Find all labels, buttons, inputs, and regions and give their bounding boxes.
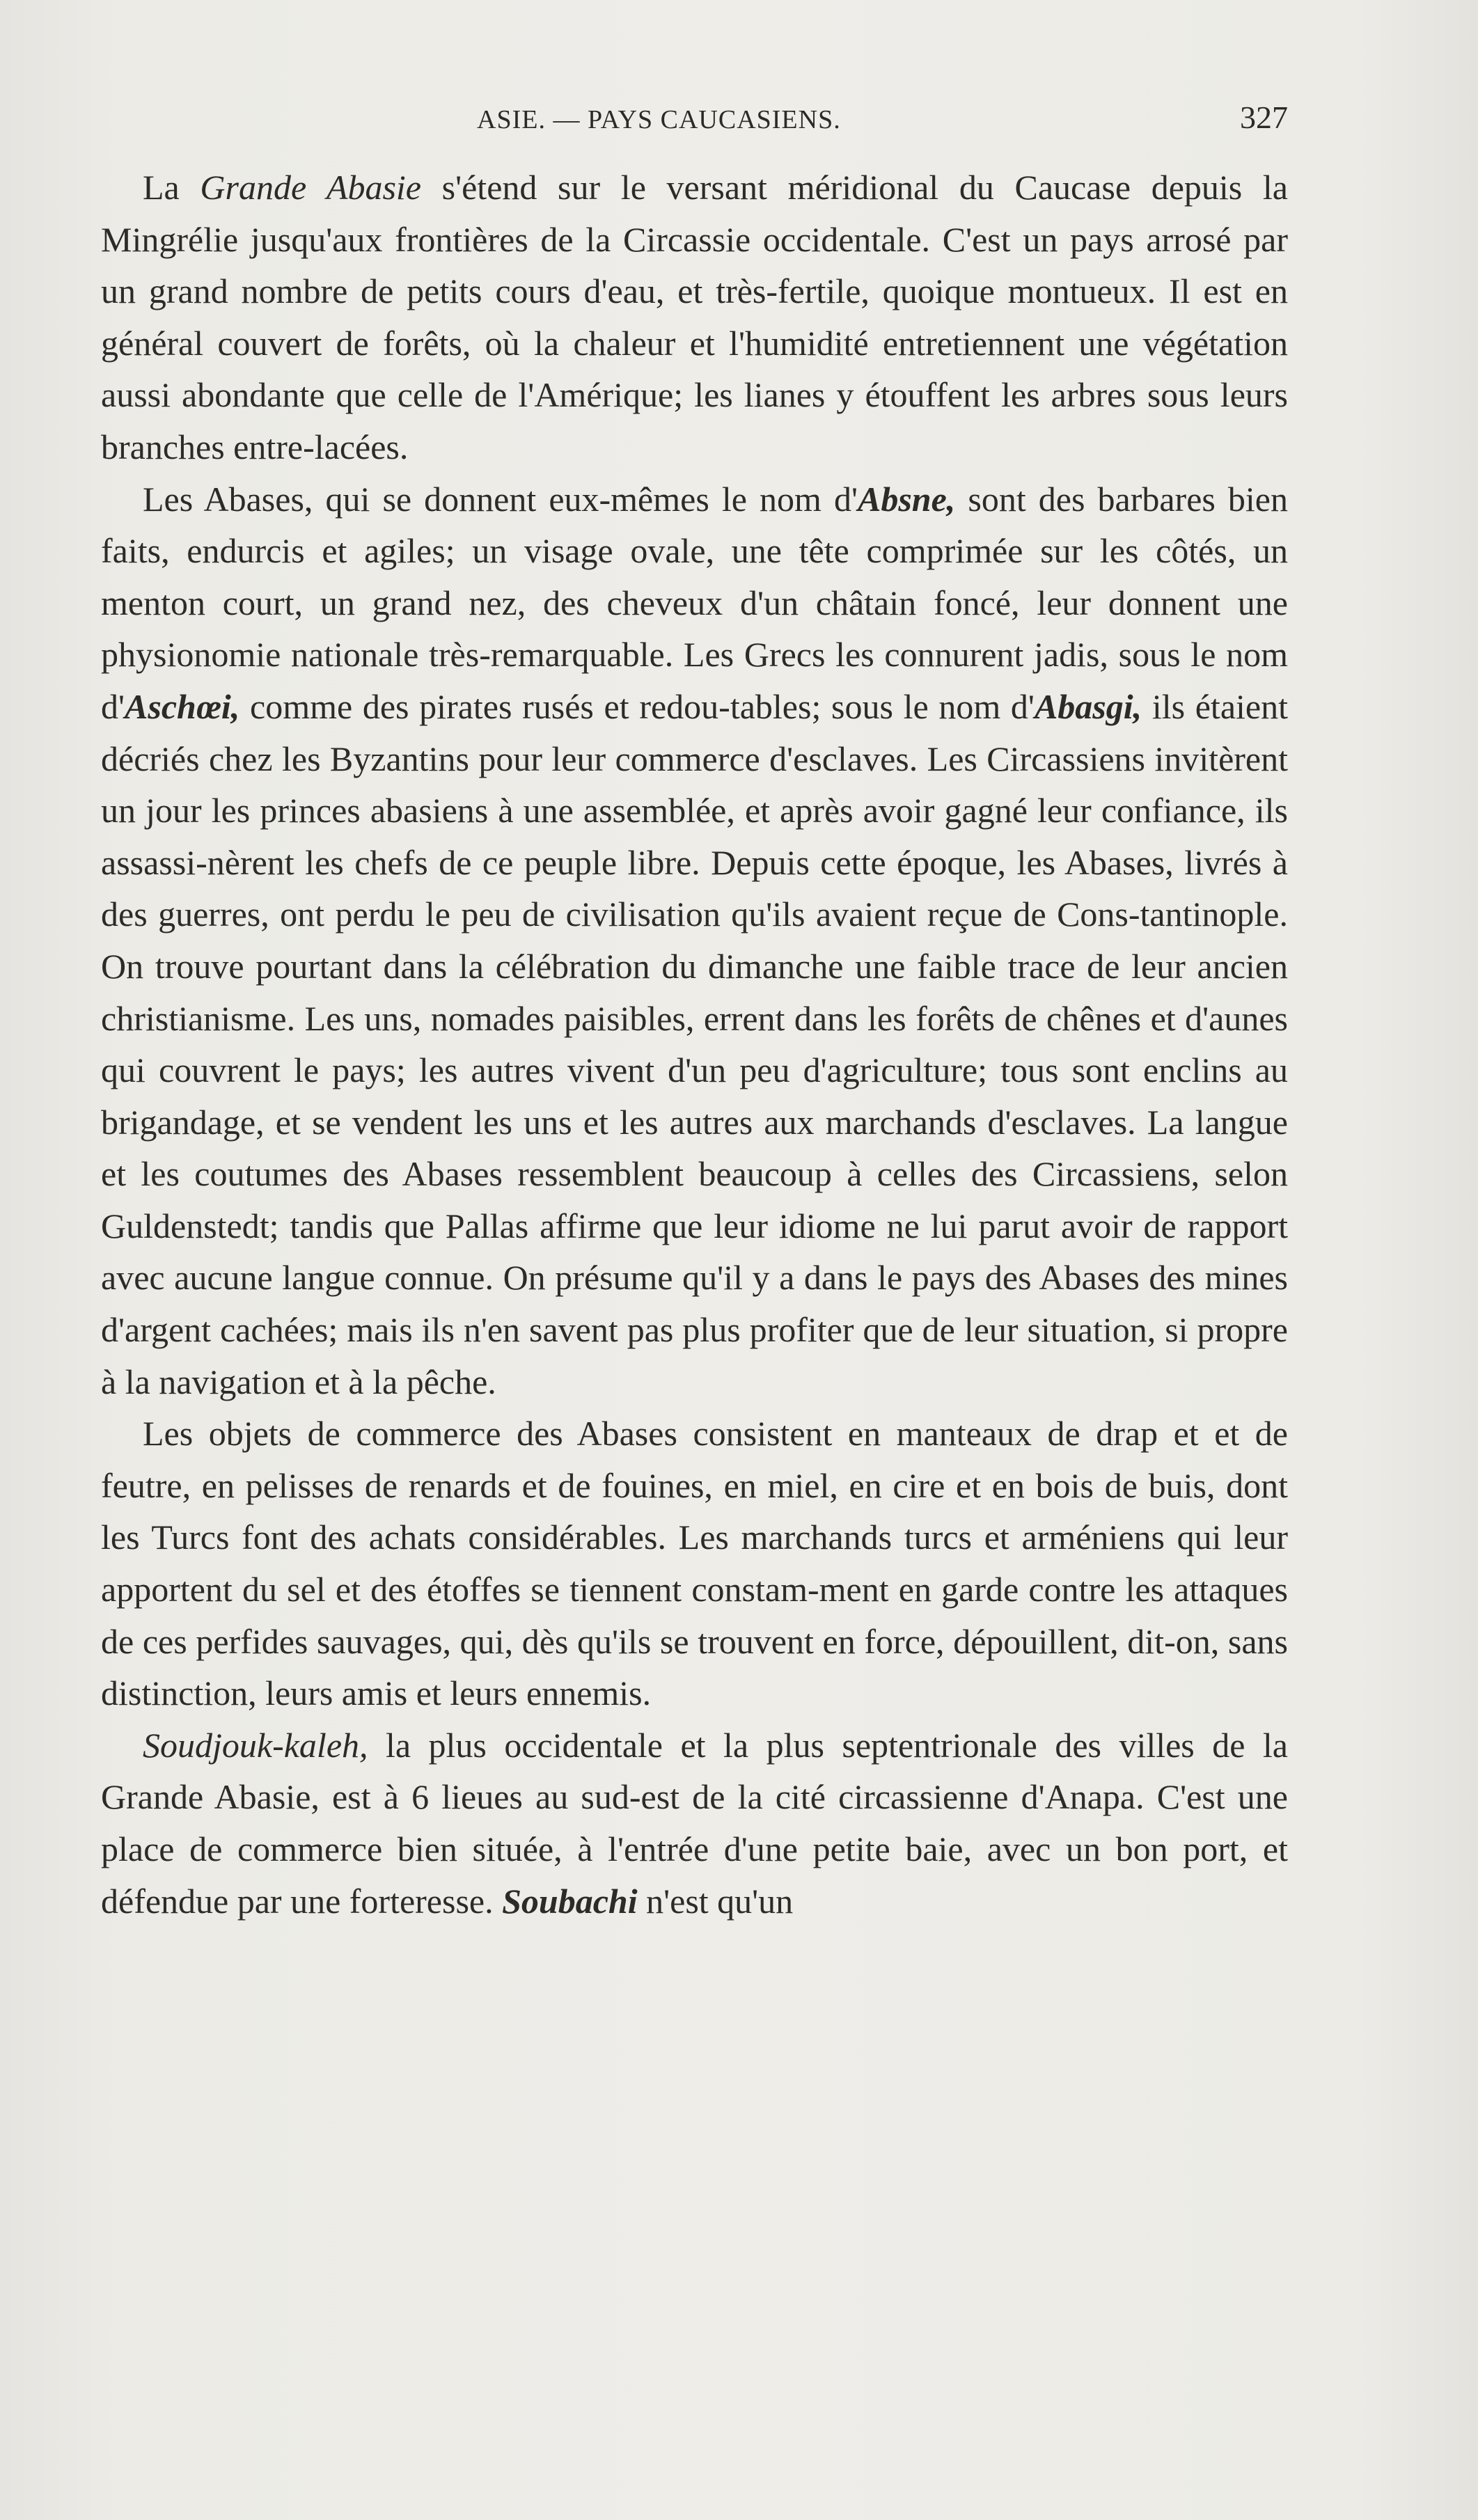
text-span: sont des barbares bien faits, endurcis et agiles; un visage ovale, une tête comprimée sur les côtés, un menton court, un grand nez, des cheveux d'un châtain foncé, leur donnent une physionomie nationale très-remarquable. Les Grecs les connurent jadis, sous le nom d': [101, 479, 1288, 726]
paragraph-grande-abasie: [101, 162, 1288, 473]
running-head: ASIE. — PAYS CAUCASIENS.: [477, 105, 841, 134]
text-span: comme des pirates rusés et redou-tables; sous le nom d': [239, 686, 1035, 726]
term-absne: Absne,: [857, 479, 956, 519]
page-number: 327: [1240, 100, 1288, 135]
body-text: [101, 162, 1288, 1927]
place-name-soubachi: Soubachi: [502, 1881, 638, 1921]
place-name-italic: Soudjouk-kaleh,: [143, 1725, 368, 1765]
paragraph-soudjouk-kaleh: [101, 1719, 1288, 1927]
place-name-italic: Grande Abasie: [200, 168, 421, 207]
text-span: la plus occidentale et la plus septentrionale des villes de la Grande Abasie, est à 6 lieues au sud-est de la cité circassienne d'Anapa. C'est une place de commerce bien située, à l'entrée d'une petite baie, avec un bon port, et défendue par une forteresse.: [101, 1725, 1288, 1921]
text-span: n'est qu'un: [637, 1881, 794, 1921]
text-span: s'étend sur le versant méridional du Caucase depuis la Mingrélie jusqu'aux frontières de la Circassie occidentale. C'est un pays arrosé par un grand nombre de petits cours d'eau, et très-fertile, quoique montueux. Il est en général couvert de forêts, où la chaleur et l'humidité entretiennent une végétation aussi abondante que celle de l'Amérique; les lianes y étouffent les arbres sous leurs branches entre-lacées.: [101, 168, 1288, 466]
text-span: Les Abases, qui se donnent eux-mêmes le nom d': [143, 479, 858, 519]
text-span: Les objets de commerce des Abases consistent en manteaux de drap et et de feutre, en pelisses de renards et de fouines, en miel, en cire et en bois de buis, dont les Turcs font des achats considérables. Les marchands turcs et arméniens qui leur apportent du sel et des étoffes se tiennent constam-ment en garde contre les attaques de ces perfides sauvages, qui, dès qu'ils se trouvent en force, dépouillent, dit-on, sans distinction, leurs amis et leurs ennemis.: [101, 1414, 1288, 1713]
text-span: La: [143, 168, 201, 207]
term-aschoei: Aschœi,: [125, 686, 240, 726]
paragraph-abases: [101, 473, 1288, 1408]
paragraph-commerce: [101, 1408, 1288, 1719]
page-header: [101, 96, 1288, 145]
term-abasgi: Abasgi,: [1034, 686, 1142, 726]
text-span: ils étaient décriés chez les Byzantins pour leur commerce d'esclaves. Les Circassiens invitèrent un jour les princes abasiens à une assemblée, et après avoir gagné leur confiance, ils assassi-nèrent les chefs de ce peuple libre. Depuis cette époque, les Abases, livrés à des guerres, ont perdu le peu de civilisation qu'ils avaient reçue de Cons-tantinople. On trouve pourtant dans la célébration du dimanche une faible trace de leur ancien christianisme. Les uns, nomades paisibles, errent dans les forêts de chênes et d'aunes qui couvrent le pays; les autres vivent d'un peu d'agriculture; tous sont enclins au brigandage, et se vendent les uns et les autres aux marchands d'esclaves. La langue et les coutumes des Abases ressemblent beaucoup à celles des Circassiens, selon Guldenstedt; tandis que Pallas affirme que leur idiome ne lui parut avoir de rapport avec aucune langue connue. On présume qu'il y a dans le pays des Abases des mines d'argent cachées; mais ils n'en savent pas plus profiter que de leur situation, si propre à la navigation et à la pêche.: [101, 686, 1288, 1401]
